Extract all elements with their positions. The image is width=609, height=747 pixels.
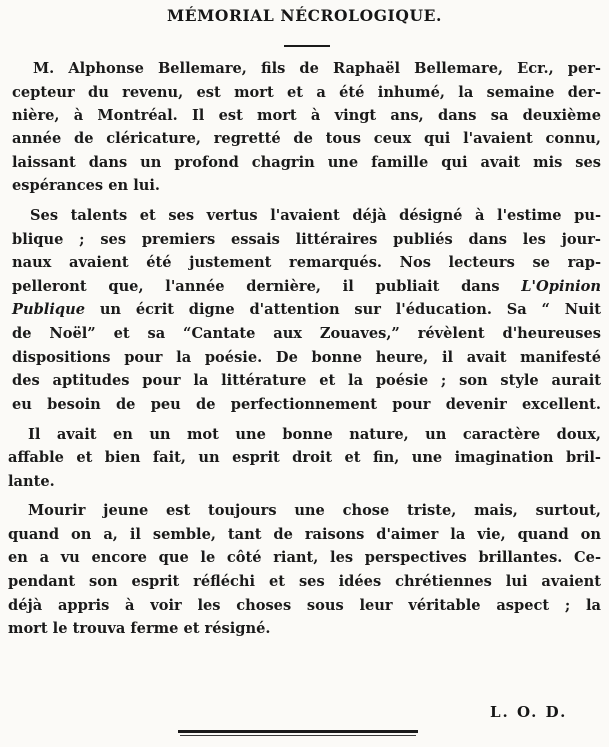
text-line: laissant dans un profond chagrin une famille qui avait mis ses bbox=[12, 154, 601, 171]
publication-name: L'Opinion bbox=[521, 278, 601, 295]
text-line: cepteur du revenu, est mort et a été inhumé, la semaine der- bbox=[12, 84, 601, 101]
text-line: des aptitudes pour la littérature et la poésie ; son style aurait bbox=[12, 372, 601, 389]
article-title: MÉMORIAL NÉCROLOGIQUE. bbox=[166, 6, 443, 25]
text-line: lante. bbox=[8, 473, 55, 490]
text-line: déjà appris à voir les choses sous leur véritable aspect ; la bbox=[8, 597, 601, 614]
bottom-divider-thin bbox=[180, 735, 416, 736]
text-line: de Noël” et sa “Cantate aux Zouaves,” révèlent d'heureuses bbox=[12, 325, 601, 342]
text-segment: pelleront que, l'année dernière, il publiait dans bbox=[12, 278, 500, 295]
text-line: blique ; ses premiers essais littéraires publiés dans les jour- bbox=[12, 231, 601, 248]
text-line: eu besoin de peu de perfectionnement pour devenir excellent. bbox=[12, 396, 601, 413]
text-segment: un écrit digne d'attention sur l'éducation. Sa “ Nuit bbox=[99, 301, 601, 318]
text-line: Il avait en un mot une bonne nature, un caractère doux, bbox=[28, 426, 601, 443]
text-line: Ses talents et ses vertus l'avaient déjà désigné à l'estime pu- bbox=[30, 207, 601, 224]
publication-name: Publique bbox=[12, 301, 85, 318]
text-line bbox=[12, 277, 601, 297]
text-line: en a vu encore que le côté riant, les perspectives brillantes. Ce- bbox=[8, 549, 601, 566]
text-line bbox=[12, 300, 601, 320]
text-line: affable et bien fait, un esprit droit et fin, une imagination bril- bbox=[8, 449, 601, 466]
text-line: quand on a, il semble, tant de raisons d'aimer la vie, quand on bbox=[8, 526, 601, 543]
bottom-divider bbox=[178, 730, 418, 733]
signature: L. O. D. bbox=[490, 703, 568, 721]
text-line: nière, à Montréal. Il est mort à vingt ans, dans sa deuxième bbox=[12, 107, 601, 124]
text-line: Mourir jeune est toujours une chose triste, mais, surtout, bbox=[28, 502, 601, 519]
text-line: mort le trouva ferme et résigné. bbox=[8, 620, 271, 637]
text-line: espérances en lui. bbox=[12, 177, 160, 194]
text-line: naux avaient été justement remarqués. Nos lecteurs se rap- bbox=[12, 254, 601, 271]
text-line: pendant son esprit réfléchi et ses idées chrétiennes lui avaient bbox=[8, 573, 601, 590]
text-line: dispositions pour la poésie. De bonne heure, il avait manifesté bbox=[12, 349, 601, 366]
title-divider bbox=[284, 45, 330, 47]
text-line: M. Alphonse Bellemare, fils de Raphaël Bellemare, Ecr., per- bbox=[33, 60, 601, 77]
text-line: année de cléricature, regretté de tous ceux qui l'avaient connu, bbox=[12, 130, 601, 147]
